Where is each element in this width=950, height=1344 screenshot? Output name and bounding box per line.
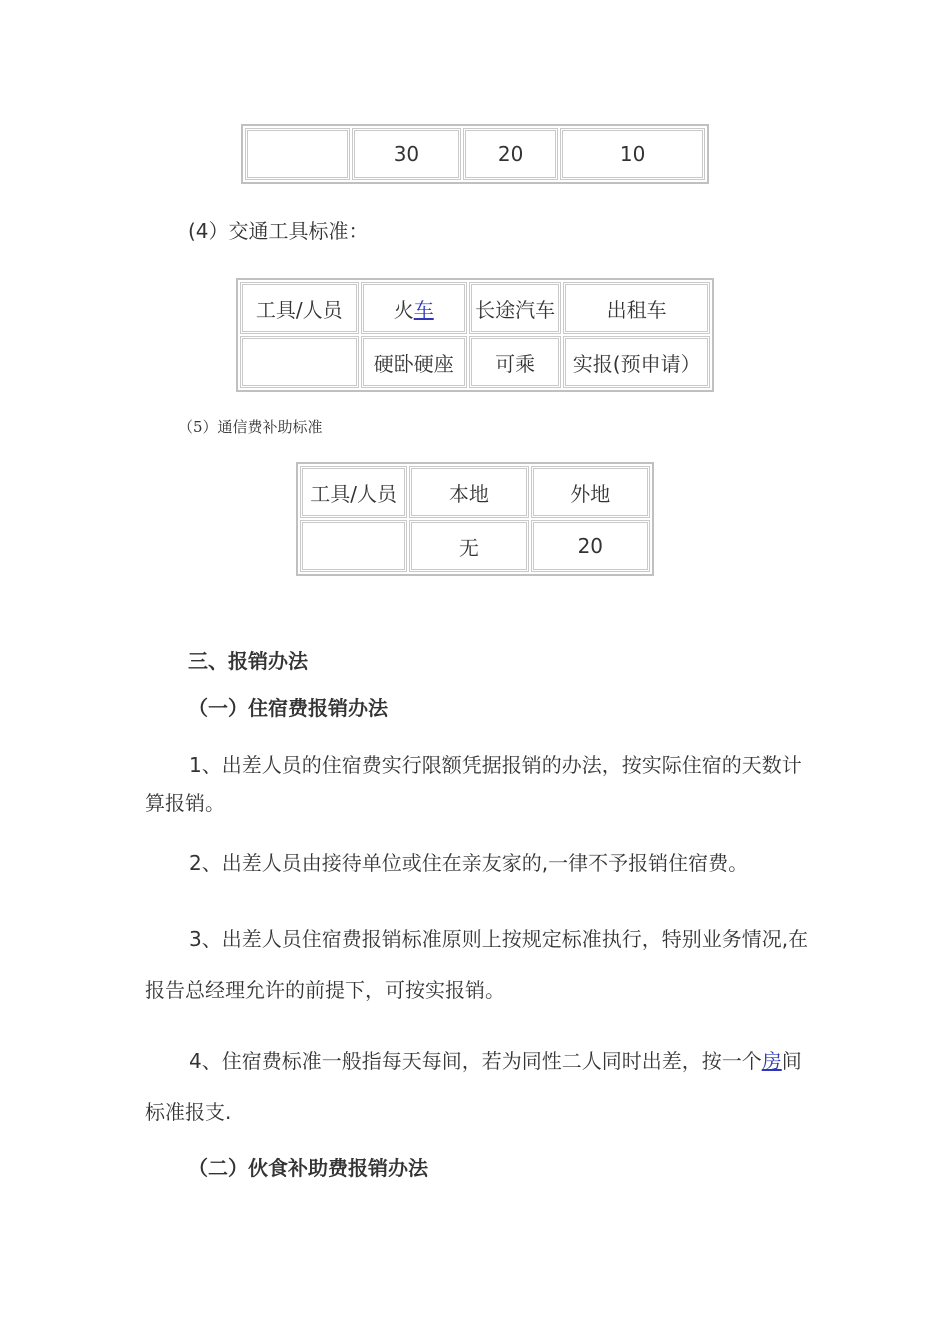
table-cell: 工具/人员 xyxy=(240,282,359,334)
table-cell-train xyxy=(361,282,467,334)
table-cell: 20 xyxy=(531,520,650,572)
table-cell: 工具/人员 xyxy=(300,466,407,518)
rate-table-continued xyxy=(241,124,709,184)
paragraph: 2、出差人员由接待单位或住在亲友家的,一律不予报销住宿费。 xyxy=(189,851,749,875)
section5-title: （5）通信费补助标准 xyxy=(178,418,323,436)
paragraph-text: 4、住宿费标准一般指每天每间，若为同性二人同时出差，按一个 xyxy=(189,1049,762,1073)
paragraph xyxy=(145,1036,810,1138)
table-cell xyxy=(300,520,407,572)
paragraph: 3、出差人员住宿费报销标准原则上按规定标准执行，特别业务情况,在报告总经理允许的前提下，可按实报销。 xyxy=(145,927,809,1002)
table-cell: 外地 xyxy=(531,466,650,518)
table-cell: 出租车 xyxy=(563,282,710,334)
communication-subsidy-table xyxy=(296,462,654,576)
table-cell: 30 xyxy=(352,128,461,180)
train-link[interactable]: 车 xyxy=(413,297,434,322)
paragraph-text: 间标准报支. xyxy=(145,1049,802,1124)
subsection-heading: （一）住宿费报销办法 xyxy=(188,696,388,720)
section4-title: (4）交通工具标准： xyxy=(188,219,369,243)
table-cell: 无 xyxy=(409,520,528,572)
table-cell: 10 xyxy=(560,128,705,180)
table-cell: 硬卧硬座 xyxy=(361,336,467,388)
subsection-heading: （二）伙食补助费报销办法 xyxy=(188,1156,428,1180)
paragraph: 1、出差人员的住宿费实行限额凭据报销的办法，按实际住宿的天数计算报销。 xyxy=(145,753,802,815)
table-row xyxy=(240,336,710,388)
table-cell: 本地 xyxy=(409,466,528,518)
table-cell: 可乘 xyxy=(469,336,561,388)
table-cell xyxy=(240,336,359,388)
table-row xyxy=(300,520,650,572)
room-link[interactable]: 房 xyxy=(761,1049,782,1073)
table-cell xyxy=(245,128,350,180)
table-cell: 长途汽车 xyxy=(469,282,561,334)
table-row xyxy=(300,466,650,518)
table-row xyxy=(240,282,710,334)
transport-standard-table xyxy=(236,278,714,392)
section-heading: 三、报销办法 xyxy=(188,649,308,673)
table-cell: 20 xyxy=(463,128,558,180)
table-row xyxy=(245,128,705,180)
table-cell: 实报(预申请） xyxy=(563,336,710,388)
cell-text: 火 xyxy=(393,297,414,322)
